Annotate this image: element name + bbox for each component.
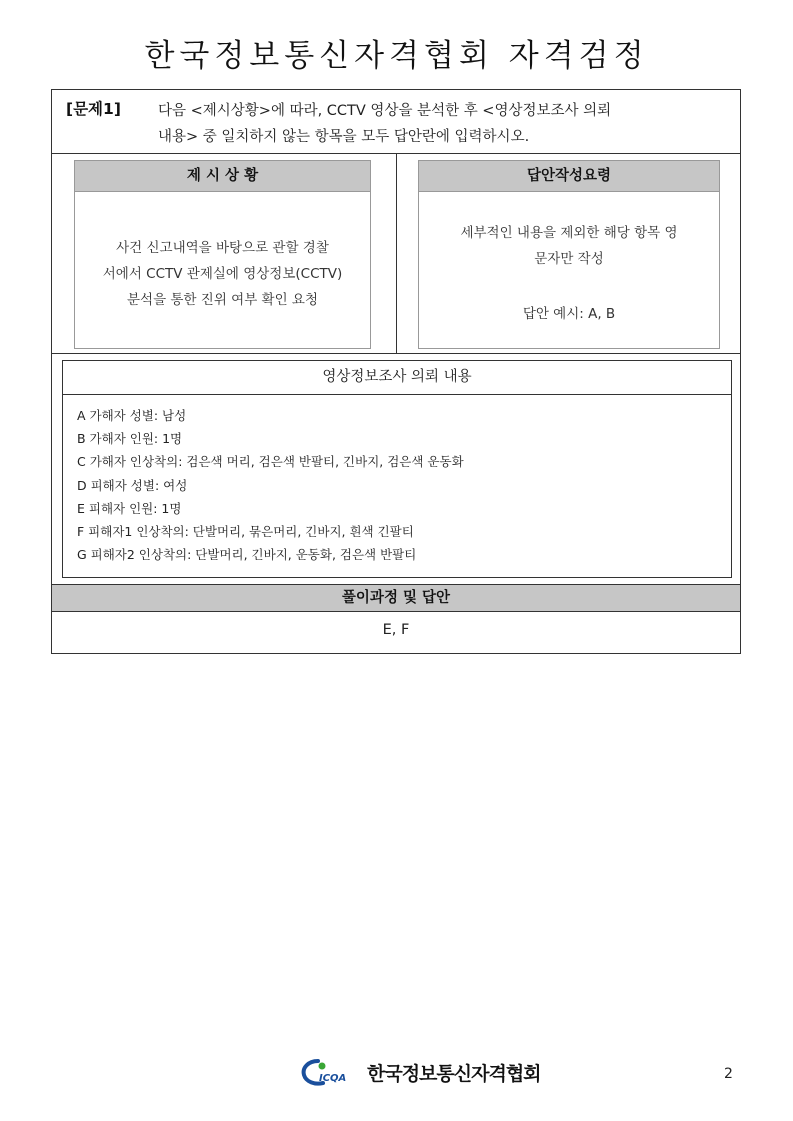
- request-item-e: E 피해자 인원: 1명: [77, 500, 182, 516]
- request-title: 영상정보조사 의뢰 내용: [63, 361, 731, 395]
- column-divider: [396, 154, 397, 353]
- situation-box: [74, 160, 371, 349]
- request-item-a: A 가해자 성별: 남성: [77, 408, 187, 423]
- question-label: [문제1]: [66, 100, 121, 118]
- question-row: [52, 90, 740, 154]
- request-item-c: C 가해자 인상착의: 검은색 머리, 검은색 반팔티, 긴바지, 검은색 운동화: [77, 454, 464, 470]
- guide-line-1: 세부적인 내용을 제외한 해당 항목 영: [460, 225, 678, 241]
- request-item-d: D 피해자 성별: 여성: [77, 477, 188, 493]
- request-item-b: B 가해자 인원: 1명: [77, 431, 183, 447]
- question-line-1: 다음 <제시상황>에 따라, CCTV 영상을 분석한 후 <영상정보조사 의뢰: [158, 103, 612, 119]
- logo-text: ICQA: [319, 1073, 347, 1084]
- request-box: [62, 360, 732, 578]
- page-number: 2: [724, 1066, 733, 1082]
- info-row: [52, 154, 740, 354]
- question-text: [158, 98, 730, 150]
- guide-box: [418, 160, 720, 349]
- guide-example: 답안 예시: A, B: [522, 306, 616, 322]
- footer-org-name: 한국정보통신자격협회: [367, 1063, 541, 1085]
- request-item-f: F 피해자1 인상착의: 단발머리, 묶은머리, 긴바지, 흰색 긴팔티: [77, 524, 414, 540]
- guide-title: 답안작성요령: [419, 161, 719, 192]
- icqa-logo-icon: [301, 1058, 361, 1086]
- request-item-g: G 피해자2 인상착의: 단발머리, 긴바지, 운동화, 검은색 반팔티: [77, 547, 417, 563]
- situation-line-2: 서에서 CCTV 관제실에 영상정보(CCTV): [102, 266, 343, 282]
- request-list: [77, 404, 464, 566]
- document-title: 한국정보통신자격협회 자격검정: [144, 38, 649, 74]
- solution-title: 풀이과정 및 답안: [52, 584, 740, 612]
- situation-line-1: 사건 신고내역을 바탕으로 관할 경찰: [116, 240, 329, 256]
- answer-text: E, F: [382, 622, 410, 638]
- situation-text: [75, 235, 370, 313]
- question-frame: [51, 89, 741, 654]
- situation-title: 제 시 상 황: [75, 161, 370, 192]
- guide-line-2: 문자만 작성: [534, 251, 604, 267]
- question-line-2: 내용> 중 일치하지 않는 항목을 모두 답안란에 입력하시오.: [158, 129, 530, 145]
- guide-text: [419, 220, 719, 272]
- situation-line-3: 분석을 통한 진위 여부 확인 요청: [127, 292, 318, 308]
